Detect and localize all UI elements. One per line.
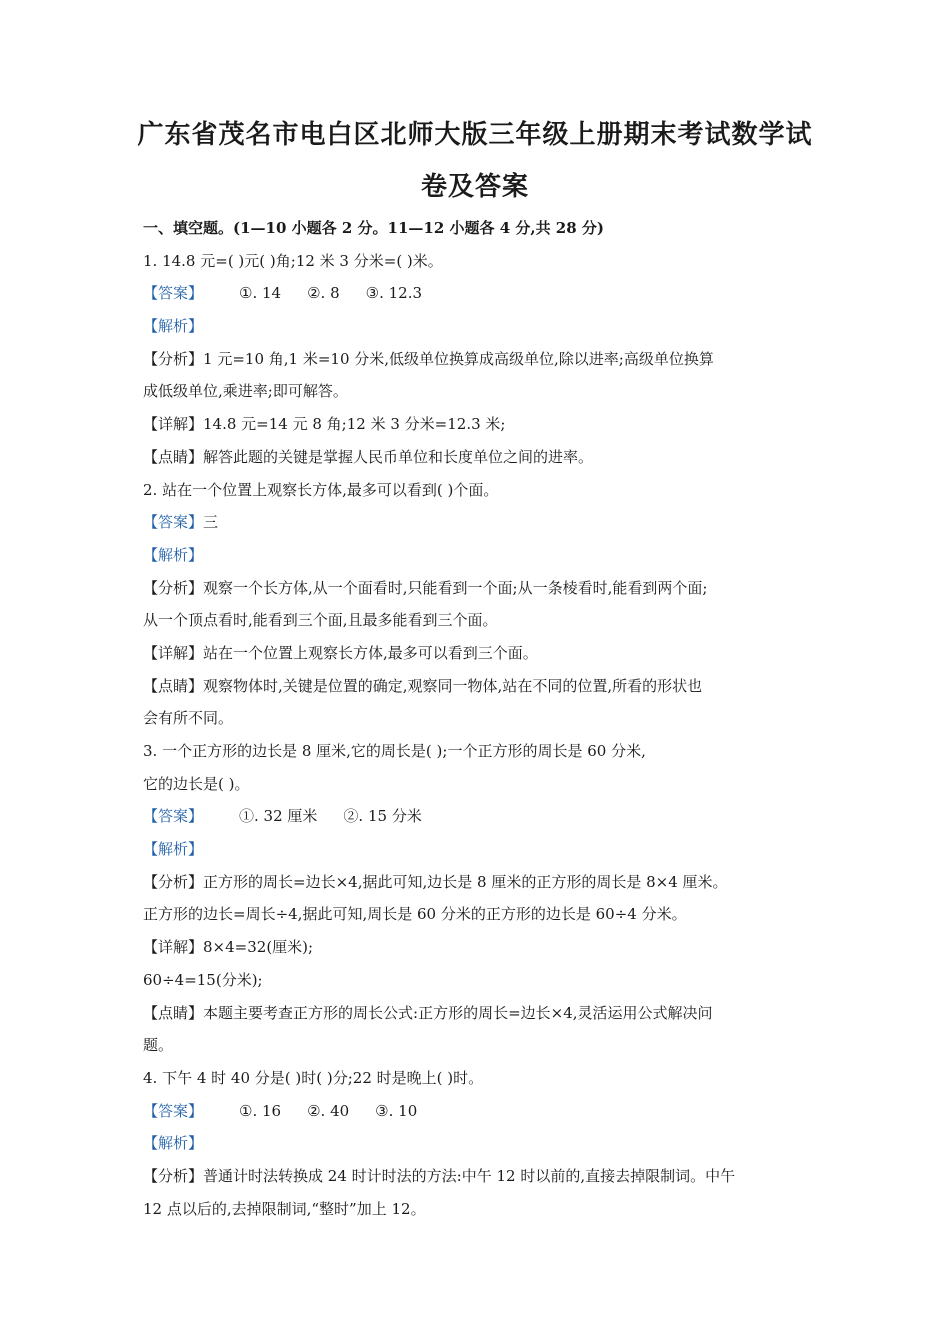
- q1-detail-text: 14.8 元=14 元 8 角;12 米 3 分米=12.3 米;: [203, 415, 506, 434]
- q3-detail-l2: 60÷4=15(分米);: [143, 970, 263, 989]
- q3-point-l2: 题。: [143, 1036, 174, 1055]
- point-tag: 【点睛】: [143, 447, 204, 466]
- point-tag: 【点睛】: [143, 676, 204, 695]
- q4-answer-line: [143, 1095, 815, 1128]
- q4-answer-3: ③. 10: [375, 1101, 418, 1120]
- q1-detail: [143, 408, 815, 441]
- q2-answer-line: [143, 506, 815, 539]
- q1-text: 1. 14.8 元=( )元( )角;12 米 3 分米=( )米。: [143, 251, 443, 270]
- q3-fenxi-l1: 正方形的周长=边长×4,据此可知,边长是 8 厘米的正方形的周长是 8×4 厘米。: [203, 872, 728, 891]
- q1-fenxi-l1: 1 元=10 角,1 米=10 分米,低级单位换算成高级单位,除以进率;高级单位换算: [203, 349, 714, 368]
- q3-analysis-tag: 【解析】: [143, 840, 204, 859]
- q1-answer-3: ③. 12.3: [365, 284, 423, 303]
- q4-fenxi-l2: 12 点以后的,去掉限制词,“整时”加上 12。: [143, 1199, 426, 1218]
- q3-text-l1: 3. 一个正方形的边长是 8 厘米,它的周长是( );一个正方形的周长是 60 分米,: [143, 742, 646, 760]
- q2-point: [143, 670, 815, 703]
- q3-fenxi: [143, 866, 815, 899]
- q3-text-l2: 它的边长是( )。: [143, 774, 250, 793]
- q4-analysis-tag: 【解析】: [143, 1134, 204, 1153]
- answer-tag: 【答案】: [143, 513, 204, 532]
- q3-point-l1: 本题主要考查正方形的周长公式:正方形的周长=边长×4,灵活运用公式解决问: [203, 1003, 713, 1022]
- q2-fenxi-l2: 从一个顶点看时,能看到三个面,且最多能看到三个面。: [143, 611, 498, 630]
- q1-point: [143, 441, 815, 474]
- q1-answer-1: ①. 14: [239, 284, 282, 303]
- q3-answer-2: ②. 15 分米: [343, 807, 422, 826]
- q4-text: 4. 下午 4 时 40 分是( )时( )分;22 时是晚上( )时。: [143, 1068, 484, 1087]
- fenxi-tag: 【分析】: [143, 872, 204, 891]
- q3-detail: [143, 931, 815, 964]
- q4-fenxi: [143, 1160, 815, 1193]
- answer-tag: 【答案】: [143, 807, 204, 826]
- q4-answer-1: ①. 16: [239, 1101, 282, 1120]
- doc-title-line1: 广东省茂名市电白区北师大版三年级上册期末考试数学试: [137, 120, 813, 150]
- q2-detail: [143, 637, 815, 670]
- q1-answer-line: [143, 277, 815, 310]
- point-tag: 【点睛】: [143, 1003, 204, 1022]
- q4-answer-2: ②. 40: [307, 1101, 350, 1120]
- q2-detail-text: 站在一个位置上观察长方体,最多可以看到三个面。: [203, 643, 538, 662]
- q3-answer-line: [143, 800, 815, 833]
- q2-fenxi-l1: 观察一个长方体,从一个面看时,只能看到一个面;从一条棱看时,能看到两个面;: [203, 578, 708, 597]
- section-heading: 一、填空题。(1—10 小题各 2 分。11—12 小题各 4 分,共 28 分): [143, 219, 605, 237]
- fenxi-tag: 【分析】: [143, 349, 204, 368]
- q1-analysis-tag: 【解析】: [143, 317, 204, 336]
- fenxi-tag: 【分析】: [143, 1166, 204, 1185]
- q2-fenxi: [143, 572, 815, 605]
- q1-fenxi-l2: 成低级单位,乘进率;即可解答。: [143, 382, 348, 401]
- detail-tag: 【详解】: [143, 643, 204, 662]
- q1-answer-2: ②. 8: [307, 284, 340, 303]
- q2-text: 2. 站在一个位置上观察长方体,最多可以看到( )个面。: [143, 480, 499, 499]
- q2-point-l2: 会有所不同。: [143, 709, 234, 728]
- answer-tag: 【答案】: [143, 284, 204, 303]
- q1-point-text: 解答此题的关键是掌握人民币单位和长度单位之间的进率。: [203, 447, 594, 466]
- q3-detail-l1: 8×4=32(厘米);: [203, 938, 314, 957]
- detail-tag: 【详解】: [143, 938, 204, 957]
- doc-content: [143, 212, 815, 1225]
- answer-tag: 【答案】: [143, 1101, 204, 1120]
- q3-point: [143, 997, 815, 1030]
- q2-analysis-tag: 【解析】: [143, 545, 204, 564]
- q3-answer-1: ①. 32 厘米: [239, 807, 318, 826]
- q3-fenxi-l2: 正方形的边长=周长÷4,据此可知,周长是 60 分米的正方形的边长是 60÷4 分米。: [143, 905, 687, 924]
- q1-fenxi: [143, 343, 815, 376]
- fenxi-tag: 【分析】: [143, 578, 204, 597]
- doc-title-line2: 卷及答案: [420, 172, 529, 202]
- detail-tag: 【详解】: [143, 415, 204, 434]
- q2-answer: 三: [203, 513, 219, 532]
- q4-fenxi-l1: 普通计时法转换成 24 时计时法的方法:中午 12 时以前的,直接去掉限制词。中午: [203, 1166, 736, 1185]
- q2-point-l1: 观察物体时,关键是位置的确定,观察同一物体,站在不同的位置,所看的形状也: [203, 676, 703, 695]
